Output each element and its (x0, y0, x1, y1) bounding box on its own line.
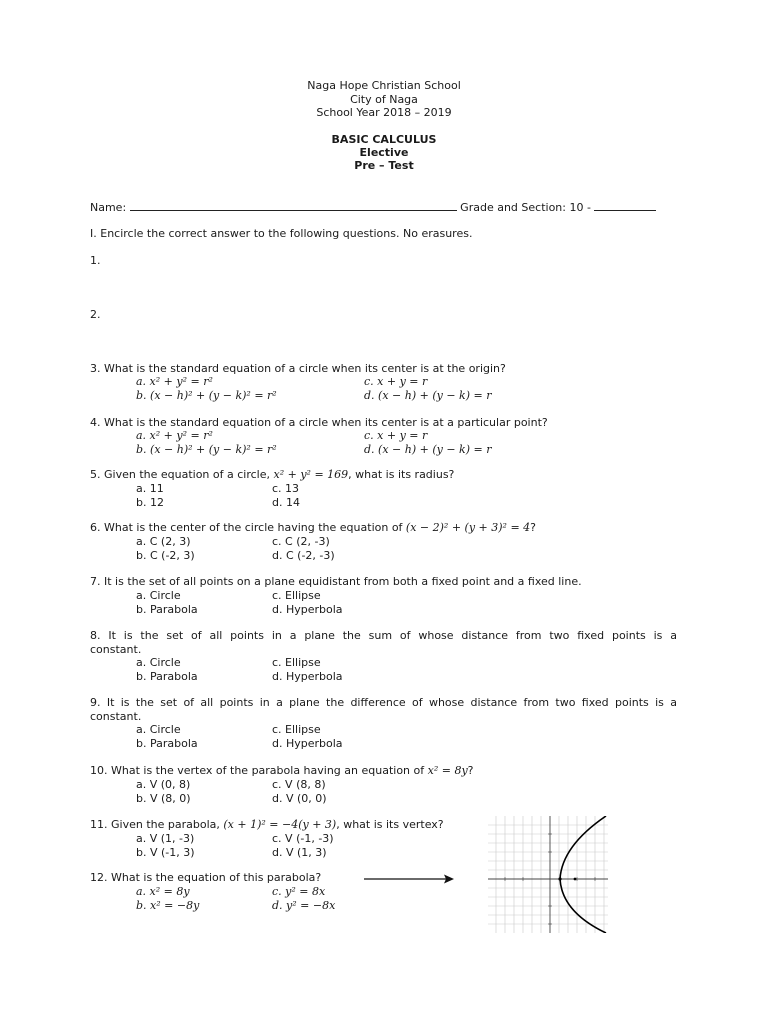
q4-option-d[interactable]: d. (x − h) + (y − k) = r (364, 443, 492, 456)
q4-option-b[interactable]: b. (x − h)² + (y − k)² = r² (136, 443, 277, 456)
question-9-text: 9. It is the set of all points in a plane the difference of whose distance from two fixed points is a (90, 696, 677, 709)
q3-option-a[interactable]: a. x² + y² = r² (136, 375, 213, 388)
q5-equation: x² + y² = 169 (273, 468, 349, 481)
question-10-text (90, 764, 474, 777)
question-1-number: 1. (90, 254, 101, 267)
q11-option-d[interactable]: d. V (1, 3) (272, 846, 327, 859)
q10-text-pre: 10. What is the vertex of the parabola having an equation of (90, 764, 425, 777)
q12-option-d[interactable]: d. y² = −8x (272, 899, 336, 912)
school-name: Naga Hope Christian School (307, 79, 461, 92)
subject-type: Elective (359, 146, 409, 159)
question-7-text: 7. It is the set of all points on a plane equidistant from both a fixed point and a fixed line. (90, 575, 582, 588)
q5-option-c[interactable]: c. 13 (272, 482, 300, 495)
q7-option-d[interactable]: d. Hyperbola (272, 603, 343, 616)
q6-text-pre: 6. What is the center of the circle having the equation of (90, 521, 403, 534)
q8-option-c[interactable]: c. Ellipse (272, 656, 321, 669)
q10-option-d[interactable]: d. V (0, 0) (272, 792, 327, 805)
q5-option-a[interactable]: a. 11 (136, 482, 164, 495)
q9-option-d[interactable]: d. Hyperbola (272, 737, 343, 750)
grade-label: Grade and Section: 10 - (460, 201, 591, 214)
q9-option-c[interactable]: c. Ellipse (272, 723, 321, 736)
q6-text-post: ? (530, 521, 537, 534)
q5-option-b[interactable]: b. 12 (136, 496, 164, 509)
q7-option-c[interactable]: c. Ellipse (272, 589, 321, 602)
question-12-text: 12. What is the equation of this parabola? (90, 871, 322, 884)
school-year: School Year 2018 – 2019 (316, 106, 452, 119)
q8-option-a[interactable]: a. Circle (136, 656, 181, 669)
q5-text-pre: 5. Given the equation of a circle, (90, 468, 270, 481)
question-11-text (90, 818, 444, 831)
q7-option-b[interactable]: b. Parabola (136, 603, 198, 616)
focus-point (574, 878, 577, 881)
question-3-text: 3. What is the standard equation of a circle when its center is at the origin? (90, 362, 506, 375)
q11-text-pre: 11. Given the parabola, (90, 818, 220, 831)
q4-option-c[interactable]: c. x + y = r (364, 429, 428, 442)
name-label: Name: (90, 201, 127, 214)
q9-option-a[interactable]: a. Circle (136, 723, 181, 736)
q6-equation: (x − 2)² + (y + 3)² = 4 (405, 521, 531, 534)
q3-option-c[interactable]: c. x + y = r (364, 375, 428, 388)
q12-option-a[interactable]: a. x² = 8y (136, 885, 190, 898)
q12-option-c[interactable]: c. y² = 8x (272, 885, 326, 898)
q11-text-post: , what is its vertex? (336, 818, 444, 831)
q5-text-post: , what is its radius? (348, 468, 455, 481)
q10-text-post: ? (467, 764, 474, 777)
parabola-graph (488, 816, 608, 933)
q10-option-b[interactable]: b. V (8, 0) (136, 792, 191, 805)
q10-equation: x² = 8y (427, 764, 468, 777)
q9-option-b[interactable]: b. Parabola (136, 737, 198, 750)
instruction: I. Encircle the correct answer to the following questions. No erasures. (90, 227, 473, 240)
question-5-text (90, 468, 454, 481)
q11-option-a[interactable]: a. V (1, -3) (136, 832, 195, 845)
name-line (90, 200, 656, 214)
q3-option-b[interactable]: b. (x − h)² + (y − k)² = r² (136, 389, 277, 402)
question-4-text: 4. What is the standard equation of a circle when its center is at a particular point? (90, 416, 548, 429)
q7-option-a[interactable]: a. Circle (136, 589, 181, 602)
q10-option-c[interactable]: c. V (8, 8) (272, 778, 326, 791)
q8-option-d[interactable]: d. Hyperbola (272, 670, 343, 683)
arrow-right-icon (362, 872, 456, 886)
section-blank[interactable] (594, 200, 656, 211)
q6-option-c[interactable]: c. C (2, -3) (272, 535, 330, 548)
subject-title: BASIC CALCULUS (331, 133, 437, 146)
question-8-text: 8. It is the set of all points in a plane the sum of whose distance from two fixed points is a (90, 629, 677, 642)
q6-option-b[interactable]: b. C (-2, 3) (136, 549, 195, 562)
question-2-number: 2. (90, 308, 101, 321)
q4-option-a[interactable]: a. x² + y² = r² (136, 429, 213, 442)
question-8-text-cont: constant. (90, 643, 142, 656)
question-9-text-cont: constant. (90, 710, 142, 723)
q11-option-c[interactable]: c. V (-1, -3) (272, 832, 334, 845)
q3-option-d[interactable]: d. (x − h) + (y − k) = r (364, 389, 492, 402)
question-6-text (90, 521, 536, 534)
q5-option-d[interactable]: d. 14 (272, 496, 300, 509)
q8-option-b[interactable]: b. Parabola (136, 670, 198, 683)
q6-option-a[interactable]: a. C (2, 3) (136, 535, 191, 548)
q6-option-d[interactable]: d. C (-2, -3) (272, 549, 335, 562)
q11-option-b[interactable]: b. V (-1, 3) (136, 846, 195, 859)
q10-option-a[interactable]: a. V (0, 8) (136, 778, 191, 791)
name-blank[interactable] (130, 200, 457, 211)
city-name: City of Naga (350, 93, 418, 106)
q12-option-b[interactable]: b. x² = −8y (136, 899, 200, 912)
test-title: Pre – Test (354, 159, 414, 172)
vertex-point (558, 877, 561, 880)
q11-equation: (x + 1)² = −4(y + 3) (223, 818, 337, 831)
